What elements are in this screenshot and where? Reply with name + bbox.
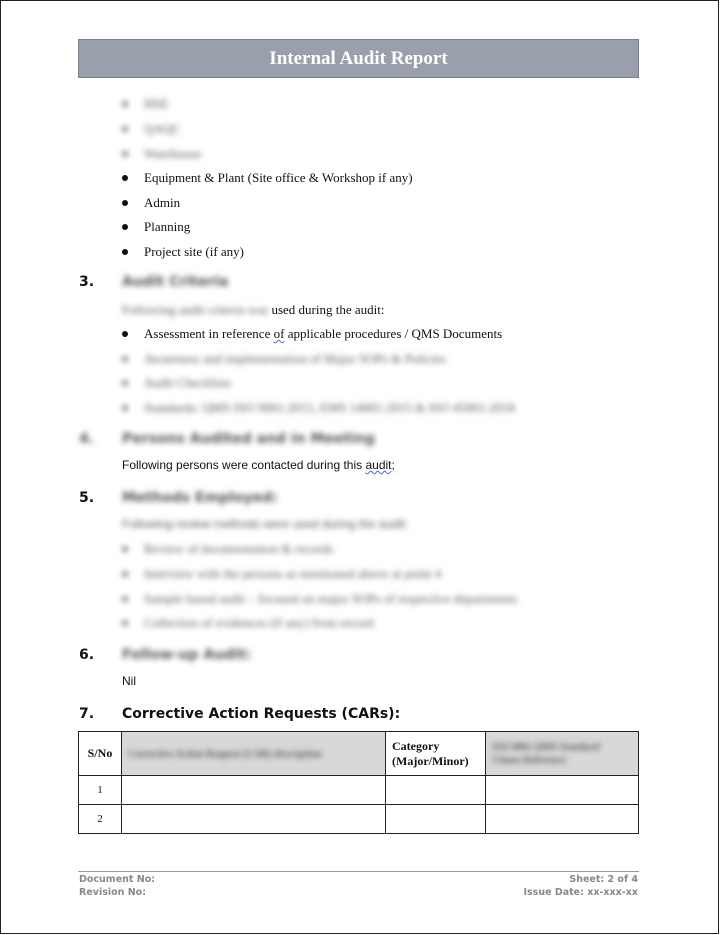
list-item: Awareness and implementation of Major SOPs & Policies — [122, 349, 446, 369]
bullet-icon — [122, 249, 128, 255]
section-intro: Following audit criteria was used during the audit: — [122, 302, 385, 317]
bullet-icon — [122, 546, 128, 552]
bullet-icon — [122, 620, 128, 626]
table-row — [79, 805, 639, 834]
list-item: Collection of evidences (if any) from record — [122, 613, 374, 633]
list-item: Admin — [122, 193, 180, 213]
list-item: Standards: QMS ISO 9001:2015, EMS 14001:2015 & ISO 45001:2018 — [122, 398, 515, 418]
row-number: 1 — [79, 776, 122, 805]
bullet-icon — [122, 151, 128, 157]
row-number: 2 — [79, 805, 122, 834]
bullet-icon — [122, 175, 128, 181]
list-item: QAQC — [122, 119, 181, 139]
column-header-sno: S/No — [79, 732, 122, 776]
table-cell[interactable] — [486, 805, 639, 834]
bullet-icon — [122, 596, 128, 602]
report-title: Internal Audit Report — [78, 39, 639, 78]
table-row — [79, 776, 639, 805]
bullet-icon — [122, 356, 128, 362]
bullet-icon — [122, 571, 128, 577]
section-title: Methods Employed: — [122, 490, 278, 506]
section-title: Persons Audited and in Meeting — [122, 431, 375, 447]
column-header-description: Corrective Action Request (CAR) description — [122, 732, 386, 776]
list-item: Planning — [122, 217, 190, 237]
footer-sheet: Sheet: 2 of 4 — [569, 874, 638, 885]
list-item: Audit Checklists — [122, 373, 231, 393]
table-cell[interactable] — [122, 805, 386, 834]
section-title: Follow-up Audit: — [122, 647, 252, 663]
section-number: 5. — [79, 490, 95, 506]
list-item: Assessment in reference of applicable procedures / QMS Documents — [122, 324, 502, 344]
section-number: 6. — [79, 647, 95, 663]
column-header-reference: ISO 9001 QMS Standard Clause Reference — [486, 732, 639, 776]
bullet-icon — [122, 200, 128, 206]
table-cell[interactable] — [386, 805, 486, 834]
footer-document-no: Document No: — [79, 874, 156, 885]
table-header-row — [79, 732, 639, 776]
table-cell[interactable] — [486, 776, 639, 805]
bullet-icon — [122, 224, 128, 230]
list-item: Sample based audit – focused on major SOPs of respective departments — [122, 589, 517, 609]
list-item: Warehouse — [122, 144, 201, 164]
footer-revision-no: Revision No: — [79, 887, 146, 898]
section-number: 3. — [79, 274, 95, 290]
list-item: Review of documentation & records — [122, 539, 333, 559]
section-number: 7. — [79, 706, 95, 722]
list-item: HSE — [122, 94, 169, 114]
car-table — [78, 731, 639, 834]
bullet-icon — [122, 331, 128, 337]
list-item: Equipment & Plant (Site office & Workshop if any) — [122, 168, 413, 188]
section-text: Nil — [122, 674, 136, 688]
section-title: Audit Criteria — [122, 274, 229, 290]
section-title: Corrective Action Requests (CARs): — [122, 706, 401, 722]
column-header-category: Category (Major/Minor) — [386, 732, 486, 776]
bullet-icon — [122, 126, 128, 132]
bullet-icon — [122, 405, 128, 411]
table-cell[interactable] — [386, 776, 486, 805]
footer-divider — [78, 871, 639, 872]
section-intro: Following review methods were used during the audit: — [122, 517, 409, 531]
bullet-icon — [122, 380, 128, 386]
section-text: Following persons were contacted during this audit; — [122, 458, 395, 472]
section-number: 4. — [79, 431, 95, 447]
list-item: Interview with the persons as mentioned above at point 4 — [122, 564, 441, 584]
table-cell[interactable] — [122, 776, 386, 805]
footer-issue-date: Issue Date: xx-xxx-xx — [523, 887, 638, 898]
bullet-icon — [122, 101, 128, 107]
list-item: Project site (if any) — [122, 242, 244, 262]
